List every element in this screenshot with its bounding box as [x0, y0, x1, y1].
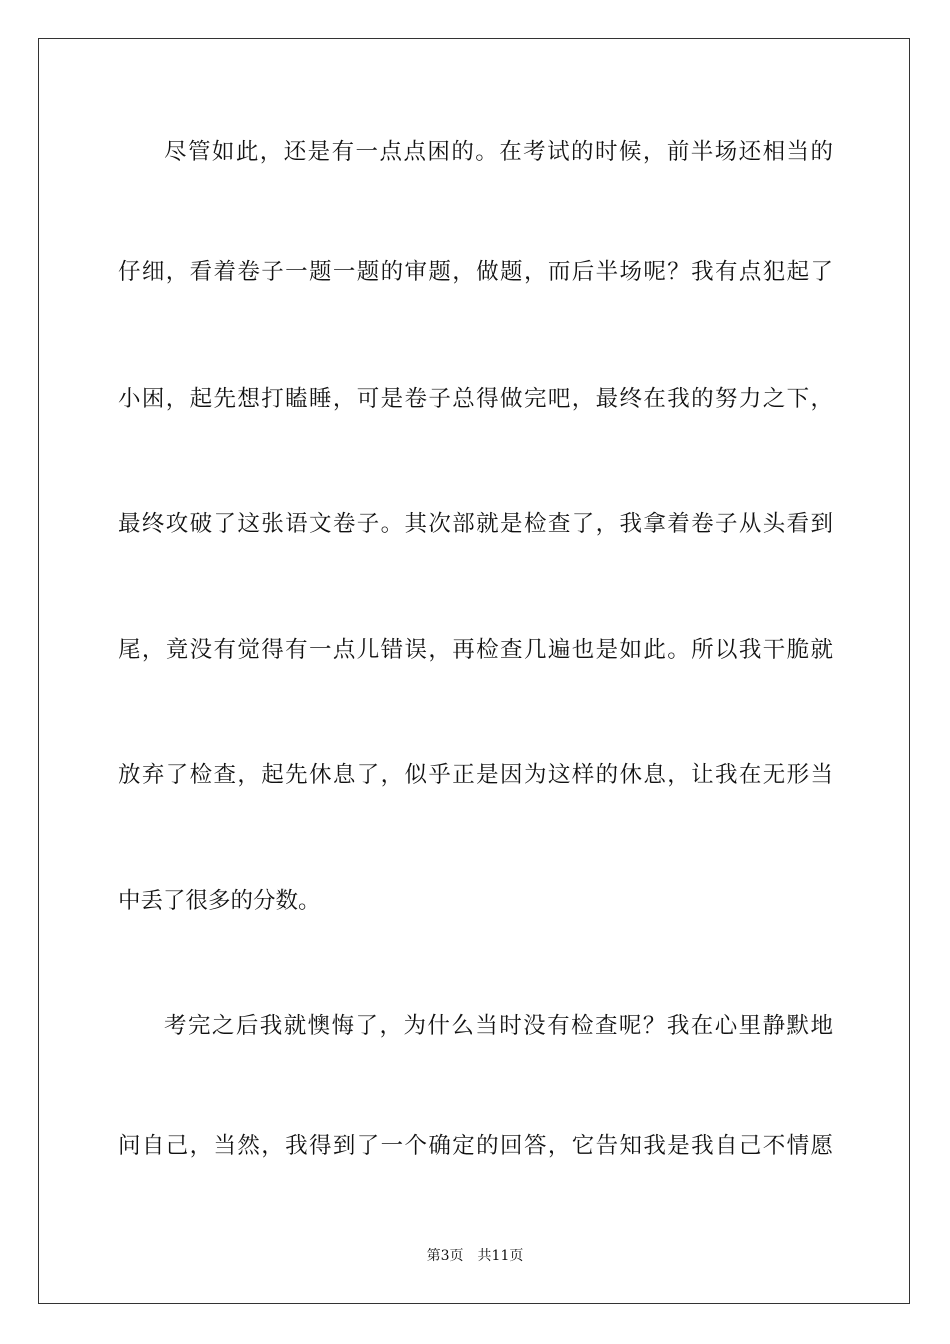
- page-frame: [38, 38, 910, 1304]
- paragraph-1-line-6: 放弃了检查，起先休息了，似乎正是因为这样的休息，让我在无形当: [118, 762, 833, 788]
- paragraph-2-line-2: 问自己，当然，我得到了一个确定的回答，它告知我是我自己不情愿: [118, 1133, 833, 1159]
- page-number-footer: 第3页 共11页: [426, 1248, 524, 1264]
- paragraph-1-line-4: 最终攻破了这张语文卷子。其次部就是检查了，我拿着卷子从头看到: [118, 511, 833, 537]
- paragraph-1-line-2: 仔细，看着卷子一题一题的审题，做题，而后半场呢？我有点犯起了: [118, 259, 833, 285]
- paragraph-1-line-3: 小困，起先想打瞌睡，可是卷子总得做完吧，最终在我的努力之下，: [118, 386, 833, 412]
- paragraph-2-line-1: 考完之后我就懊悔了，为什么当时没有检查呢？我在心里静默地: [164, 1013, 833, 1039]
- paragraph-1-line-1: 尽管如此，还是有一点点困的。在考试的时候，前半场还相当的: [164, 139, 833, 165]
- paragraph-1-line-5: 尾，竟没有觉得有一点儿错误，再检查几遍也是如此。所以我干脆就: [118, 637, 833, 663]
- paragraph-1-line-7: 中丢了很多的分数。: [118, 888, 321, 914]
